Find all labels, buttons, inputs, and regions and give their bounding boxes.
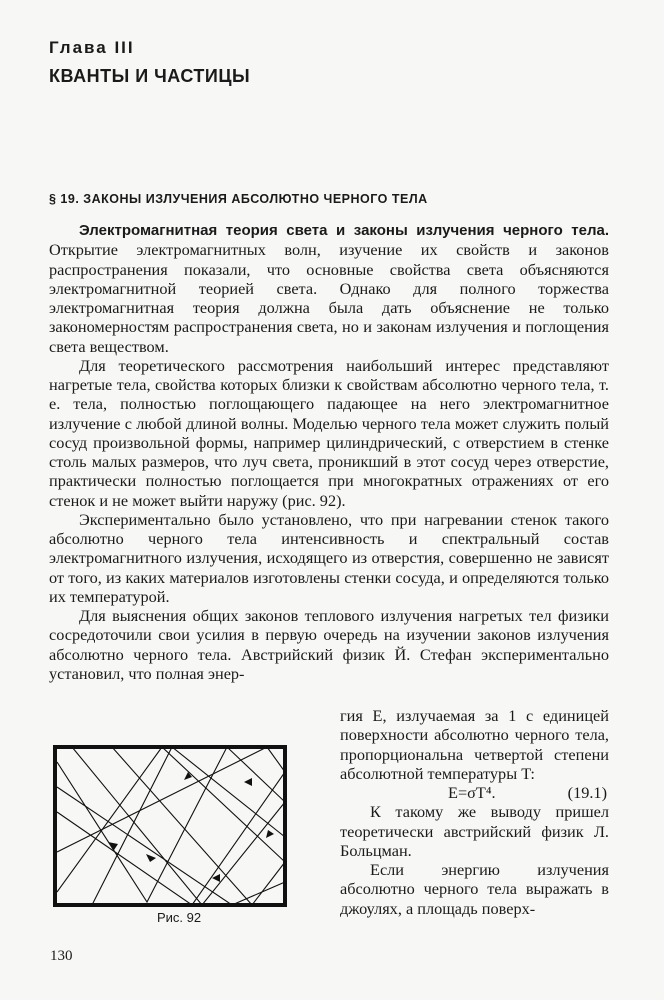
side-text — [340, 706, 609, 918]
paragraph-5: К такому же выводу пришел теоретически австрийский физик Л. Больцман. — [340, 802, 609, 860]
page-number: 130 — [50, 948, 73, 964]
formula-number: (19.1) — [567, 783, 607, 802]
chapter-title: КВАНТЫ И ЧАСТИЦЫ — [49, 66, 251, 86]
paragraph-1 — [49, 220, 609, 356]
ray-arrows — [108, 772, 274, 882]
paragraph-3: Экспериментально было установлено, что при нагревании стенок такого абсолютно черного тела интенсивность и спектральный состав электромагнитного излучения, исходящего из отверстия, совершенно не зависят от того, из каких материалов изготовлены стенки сосуда, и определяются только их температурой. — [49, 509, 609, 606]
figure-92-blackbody-cavity — [52, 742, 288, 910]
chapter-label: Глава III — [49, 38, 135, 57]
paragraph-4: Для выяснения общих законов теплового излучения нагретых тел физики сосредоточили свои усилия в первую очередь на изучении законов излучения абсолютно черного тела. Австрийский физик Й. Стефан экспериментально установил, что полная энер- — [49, 606, 609, 683]
formula-row — [340, 783, 609, 802]
light-rays — [57, 747, 285, 905]
paragraph-2: Для теоретического рассмотрения наибольший интерес представляют нагретые тела, свойства которых близки к свойствам абсолютно черного тела, т. е. тела, полностью поглощающего падающее на него электромагнитное излучение с любой длиной волны. Моделью черного тела может служить полый сосуд произвольной формы, например цилиндрический, с отверстием в стенке столь малых размеров, что луч света, проникший в этот сосуд через отверстие, практически полностью поглощается при многократных отражениях от его стенок и не может выйти наружу (рис. 92). — [49, 355, 609, 510]
cavity-wall — [55, 747, 285, 905]
paragraph-6: Если энергию излучения абсолютно черного тела выражать в джоулях, а площадь поверх- — [340, 860, 609, 918]
section-title: § 19. ЗАКОНЫ ИЗЛУЧЕНИЯ АБСОЛЮТНО ЧЕРНОГО ТЕЛА — [49, 192, 428, 206]
formula: E=σT⁴. — [448, 783, 496, 802]
figure-caption: Рис. 92 — [157, 910, 202, 925]
paragraph-4-continued: гия E, излучаемая за 1 с единицей поверхности абсолютно черного тела, пропорциональна четвертой степени абсолютной температуры T: — [340, 706, 609, 783]
paragraph-1-heading: Электромагнитная теория света и законы излучения черного тела. — [79, 222, 609, 239]
paragraph-1-text: Открытие электромагнитных волн, изучение их свойств и законов распространения показали, что основные свойства света объясняются электромагнитной теорией света. Однако для полного торжества электромагнитная теория должна была дать объяснение не только закономерностям распространения света, но и законам излучения и поглощения света веществом. — [49, 240, 609, 356]
main-text — [49, 220, 609, 683]
